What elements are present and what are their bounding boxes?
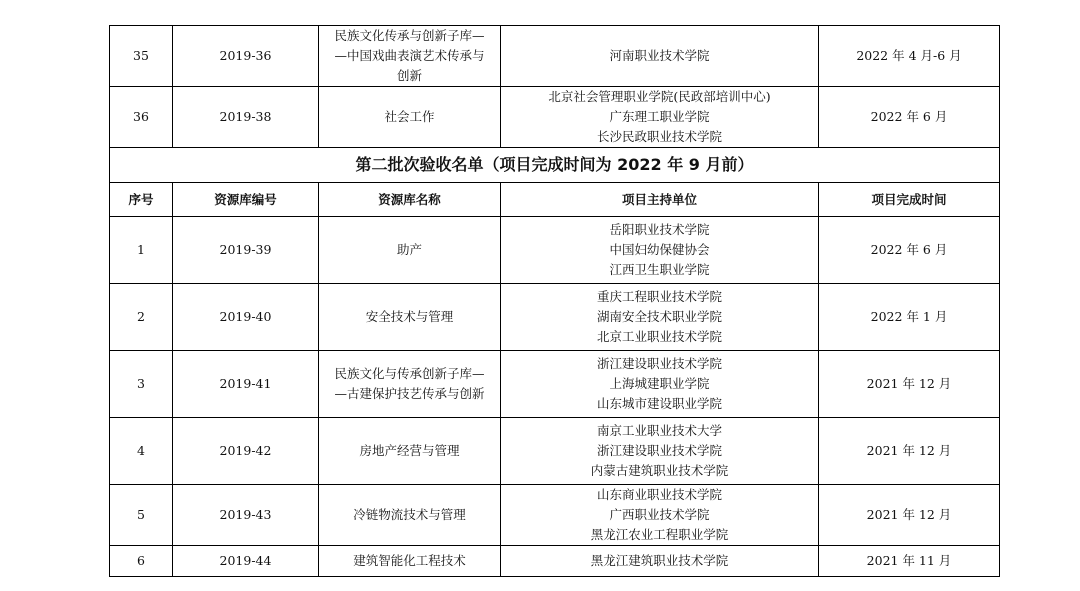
- time-cell: 2022 年 6 月: [819, 87, 1000, 148]
- name-line: 建筑智能化工程技术: [353, 553, 466, 568]
- name-line: 冷链物流技术与管理: [353, 507, 466, 522]
- header-row: [110, 183, 1000, 217]
- header-serial: 序号: [110, 183, 173, 217]
- unit-line: 重庆工程职业技术学院: [596, 289, 722, 304]
- time-cell: 2021 年 12 月: [819, 351, 1000, 418]
- time-cell: 2021 年 12 月: [819, 485, 1000, 546]
- table-row: [110, 284, 1000, 351]
- unit-line: 广东理工职业学院: [609, 109, 710, 124]
- table-row: [110, 26, 1000, 87]
- acceptance-table: [109, 25, 1000, 577]
- name-cell: [319, 485, 501, 546]
- name-line: 创新: [396, 68, 422, 83]
- name-cell: [319, 217, 501, 284]
- section-title-row: [110, 148, 1000, 183]
- document-page: [109, 25, 999, 577]
- header-units: 项目主持单位: [501, 183, 819, 217]
- name-line: —中国戏曲表演艺术传承与: [334, 48, 485, 63]
- serial-cell: 1: [110, 217, 173, 284]
- serial-cell: 36: [110, 87, 173, 148]
- unit-line: 浙江建设职业技术学院: [596, 443, 722, 458]
- name-cell: [319, 284, 501, 351]
- unit-line: 湖南安全技术职业学院: [596, 309, 722, 324]
- unit-line: 黑龙江建筑职业技术学院: [590, 553, 729, 568]
- code-cell: 2019-41: [173, 351, 319, 418]
- header-code: 资源库编号: [173, 183, 319, 217]
- unit-line: 岳阳职业技术学院: [609, 222, 710, 237]
- time-cell: 2022 年 4 月-6 月: [819, 26, 1000, 87]
- code-cell: 2019-40: [173, 284, 319, 351]
- time-cell: 2021 年 12 月: [819, 418, 1000, 485]
- name-line: 民族文化传承与创新子库—: [334, 28, 485, 43]
- code-cell: 2019-38: [173, 87, 319, 148]
- serial-cell: 3: [110, 351, 173, 418]
- unit-line: 江西卫生职业学院: [609, 262, 710, 277]
- name-cell: [319, 26, 501, 87]
- unit-line: 中国妇幼保健协会: [609, 242, 710, 257]
- unit-line: 北京社会管理职业学院(民政部培训中心): [548, 89, 771, 104]
- name-line: —古建保护技艺传承与创新: [334, 386, 485, 401]
- units-cell: [501, 485, 819, 546]
- table-row: [110, 351, 1000, 418]
- serial-cell: 35: [110, 26, 173, 87]
- unit-line: 南京工业职业技术大学: [596, 423, 722, 438]
- table-row: [110, 485, 1000, 546]
- code-cell: 2019-36: [173, 26, 319, 87]
- units-cell: [501, 217, 819, 284]
- serial-cell: 4: [110, 418, 173, 485]
- name-line: 助产: [396, 242, 422, 257]
- name-line: 民族文化与传承创新子库—: [334, 366, 485, 381]
- unit-line: 山东城市建设职业学院: [596, 396, 722, 411]
- code-cell: 2019-39: [173, 217, 319, 284]
- name-cell: [319, 546, 501, 577]
- table-row: [110, 546, 1000, 577]
- unit-line: 长沙民政职业技术学院: [596, 129, 722, 144]
- serial-cell: 5: [110, 485, 173, 546]
- name-cell: [319, 87, 501, 148]
- section-title: 第二批次验收名单（项目完成时间为 2022 年 9 月前）: [110, 148, 1000, 183]
- table-row: [110, 418, 1000, 485]
- unit-line: 北京工业职业技术学院: [596, 329, 722, 344]
- table-row: [110, 217, 1000, 284]
- header-time: 项目完成时间: [819, 183, 1000, 217]
- name-line: 安全技术与管理: [365, 309, 454, 324]
- time-cell: 2022 年 6 月: [819, 217, 1000, 284]
- serial-cell: 6: [110, 546, 173, 577]
- code-cell: 2019-43: [173, 485, 319, 546]
- unit-line: 上海城建职业学院: [609, 376, 710, 391]
- units-cell: [501, 546, 819, 577]
- serial-cell: 2: [110, 284, 173, 351]
- name-line: 社会工作: [384, 109, 435, 124]
- unit-line: 内蒙古建筑职业技术学院: [590, 463, 729, 478]
- code-cell: 2019-44: [173, 546, 319, 577]
- unit-line: 浙江建设职业技术学院: [596, 356, 722, 371]
- name-line: 房地产经营与管理: [359, 443, 460, 458]
- unit-line: 黑龙江农业工程职业学院: [590, 527, 729, 542]
- name-cell: [319, 351, 501, 418]
- units-cell: [501, 284, 819, 351]
- time-cell: 2022 年 1 月: [819, 284, 1000, 351]
- name-cell: [319, 418, 501, 485]
- code-cell: 2019-42: [173, 418, 319, 485]
- unit-line: 广西职业技术学院: [609, 507, 710, 522]
- table-row: [110, 87, 1000, 148]
- units-cell: [501, 418, 819, 485]
- units-cell: [501, 351, 819, 418]
- header-name: 资源库名称: [319, 183, 501, 217]
- unit-line: 山东商业职业技术学院: [596, 487, 722, 502]
- units-cell: [501, 87, 819, 148]
- units-cell: [501, 26, 819, 87]
- time-cell: 2021 年 11 月: [819, 546, 1000, 577]
- unit-line: 河南职业技术学院: [609, 48, 710, 63]
